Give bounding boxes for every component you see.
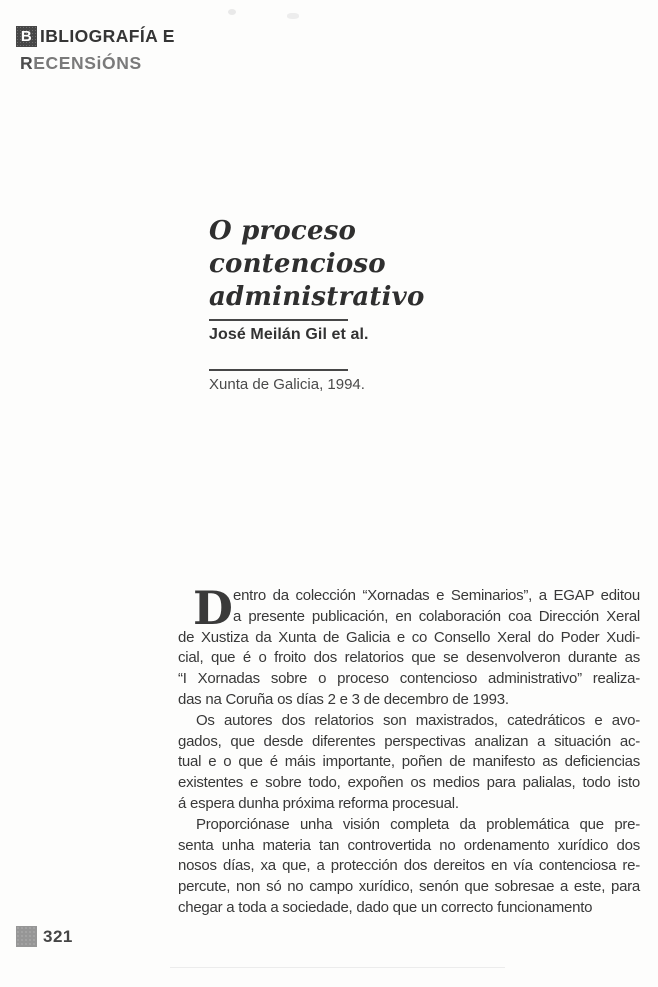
page-number: 321 bbox=[43, 926, 73, 946]
initial-b-badge: B bbox=[16, 26, 37, 47]
folio bbox=[16, 926, 73, 947]
section-masthead bbox=[16, 26, 175, 74]
imprint-rule bbox=[209, 369, 348, 371]
text-line: cial, que é o froito dos relatorios que se desenvolveron durante as bbox=[178, 649, 640, 667]
text-line: existentes e sobre todo, expoñen os medios para palialas, todo isto bbox=[178, 774, 640, 792]
masthead-line2-initial: R bbox=[20, 53, 34, 73]
text-line: Proporciónase unha visión completa da problemática que pre- bbox=[196, 815, 640, 833]
review-title bbox=[209, 215, 539, 314]
text-line: a presente publicación, en colaboración coa Dirección Xeral bbox=[233, 607, 640, 625]
folio-halftone-square bbox=[16, 926, 37, 947]
text-line: nosos días, xa que, a protección dos dereitos en vía contenciosa re- bbox=[178, 857, 640, 875]
text-line: de Xustiza da Xunta de Galicia e co Consello Xeral do Poder Xudi- bbox=[178, 628, 640, 646]
paragraph bbox=[178, 711, 640, 815]
text-line: das na Coruña os días 2 e 3 de decembro de 1993. bbox=[178, 690, 509, 708]
text-line: á espera dunha próxima reforma procesual. bbox=[178, 794, 459, 812]
paragraph bbox=[178, 815, 640, 919]
authors-block bbox=[209, 319, 369, 344]
paragraph bbox=[178, 581, 640, 711]
text-line: entro da colección “Xornadas e Seminarios”, a EGAP editou bbox=[233, 587, 640, 604]
drop-cap: D bbox=[193, 581, 233, 635]
body-text bbox=[178, 581, 640, 919]
title-line-1: O proceso contencioso bbox=[209, 216, 386, 279]
imprint-text: Xunta de Galicia, 1994. bbox=[209, 376, 365, 393]
masthead-line1-text: IBLIOGRAFÍA E bbox=[40, 26, 175, 46]
author-name: José Meilán Gil et al. bbox=[209, 326, 369, 343]
text-line: senta unha materia tan controvertida no ordenamento xurídico dos bbox=[178, 836, 640, 854]
masthead-line2-text: ECENSiÓNS bbox=[33, 53, 142, 73]
author-rule bbox=[209, 319, 348, 321]
masthead-line2 bbox=[20, 53, 175, 74]
title-line-2: administrativo bbox=[209, 282, 425, 312]
scan-artifact bbox=[228, 9, 236, 15]
text-line: “I Xornadas sobre o proceso contencioso administrativo” realiza- bbox=[178, 670, 640, 688]
text-line: tual e o que é máis importante, poñen de manifesto as deficiencias bbox=[178, 753, 640, 771]
text-line: Os autores dos relatorios son maxistrados, catedráticos e avo- bbox=[196, 711, 640, 729]
masthead-line1 bbox=[16, 26, 175, 47]
text-line: gados, que desde diferentes perspectivas analizan a situación ac- bbox=[178, 732, 640, 750]
scan-artifact bbox=[287, 13, 299, 19]
scan-edge-line bbox=[170, 967, 505, 968]
imprint-block bbox=[209, 369, 365, 393]
text-line: chegar a toda a sociedade, dado que un correcto funcionamento bbox=[178, 898, 593, 916]
text-line: percute, non só no campo xurídico, senón que sobresae a este, para bbox=[178, 878, 640, 896]
